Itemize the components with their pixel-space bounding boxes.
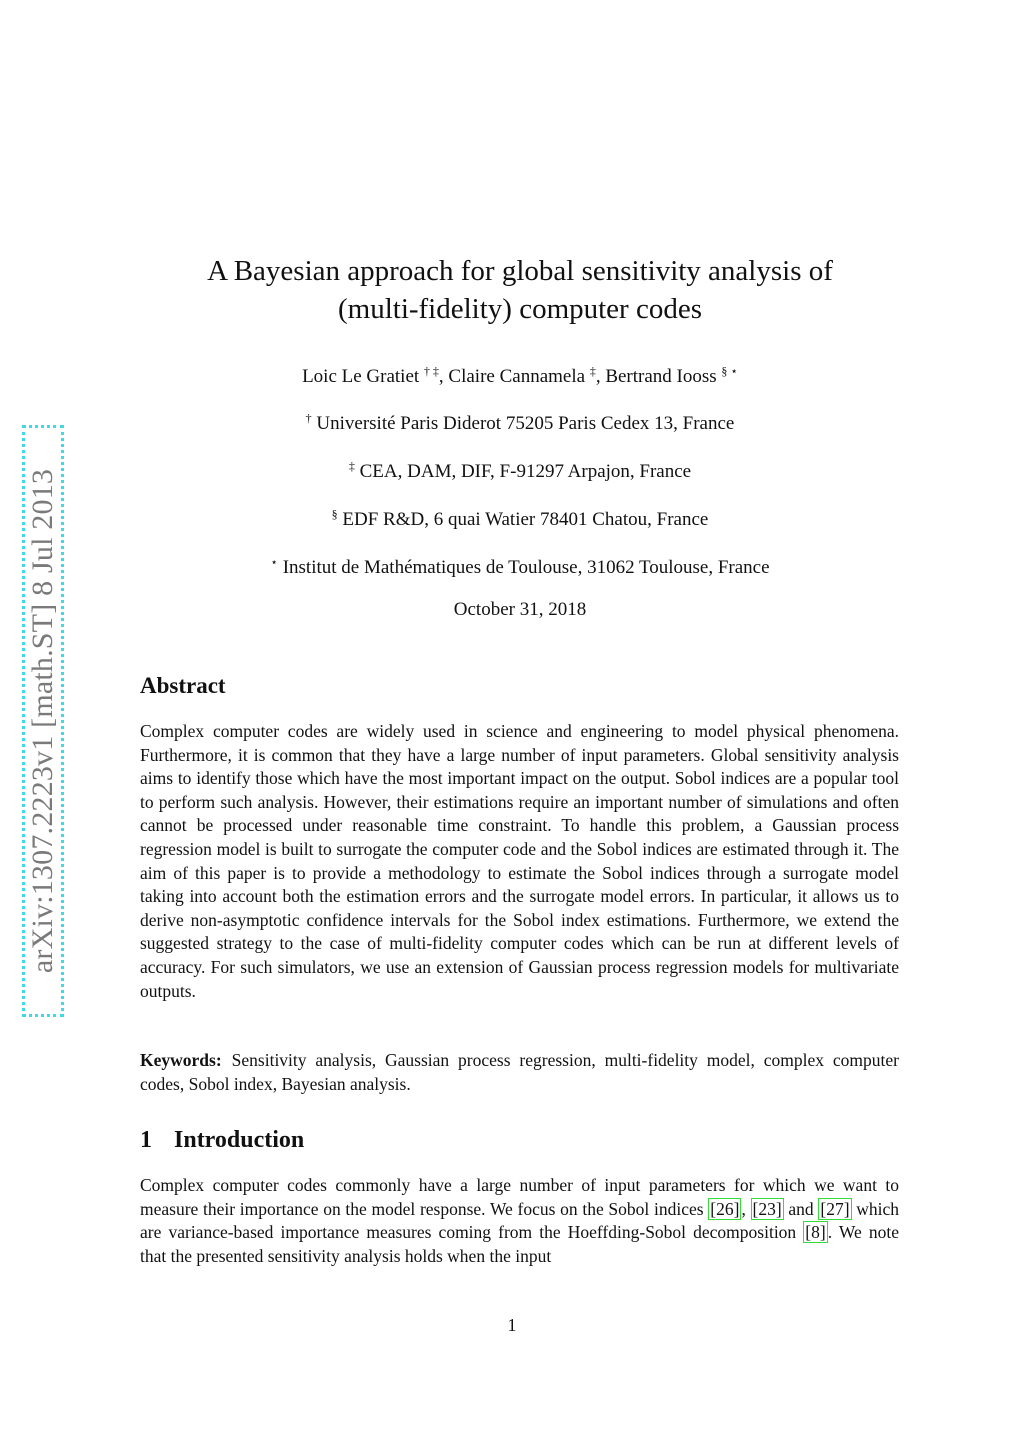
affiliation-mark: § bbox=[331, 507, 338, 521]
abstract-heading: Abstract bbox=[140, 673, 226, 698]
section-heading-introduction bbox=[140, 1127, 304, 1154]
affiliation-mark: ‡ bbox=[348, 459, 355, 473]
affiliation bbox=[140, 555, 900, 579]
citation-link[interactable]: [8] bbox=[805, 1222, 826, 1243]
author-name: Bertrand Iooss bbox=[605, 366, 717, 387]
affiliation bbox=[140, 411, 900, 435]
arxiv-identifier: arXiv:1307.2223v1 [math.ST] 8 Jul 2013 bbox=[26, 468, 59, 974]
author-affiliation-marks: ‡ bbox=[589, 364, 596, 378]
author-separator: , bbox=[595, 366, 606, 387]
intro-text: Complex computer codes commonly have a large number of input parameters for which we want to measure their importance on the model response. We focus on the Sobol indices bbox=[140, 1175, 899, 1219]
author-affiliation-marks: † ‡ bbox=[423, 364, 439, 378]
abstract-text: Complex computer codes are widely used in science and engineering to model physical phenomena. Furthermore, it is common that they have a large number of input parameters. Global sensitivity analysis aims to identify those which have the most important impact on the output. Sobol indices are a popular tool to perform such analysis. However, their estimations require an important number of simulations and often cannot be processed under reasonable time constraint. To handle this problem, a Gaussian process regression model is built to surrogate the computer code and the Sobol indices are estimated through it. The aim of this paper is to provide a methodology to estimate the Sobol indices through a surrogate model taking into account both the estimation errors and the surrogate model errors. In particular, it allows us to derive non-asymptotic confidence intervals for the Sobol index estimations. Furthermore, we extend the suggested strategy to the case of multi-fidelity computer codes which can be run at different levels of accuracy. For such simulators, we use an extension of Gaussian process regression models for multivariate outputs. bbox=[140, 721, 899, 1001]
author-name: Loic Le Gratiet bbox=[302, 366, 420, 387]
citation-link[interactable]: [26] bbox=[710, 1198, 740, 1219]
affiliation-mark: ⋆ bbox=[270, 555, 278, 569]
keywords-text: Sensitivity analysis, Gaussian process regression, multi-fidelity model, complex computer codes, Sobol index, Bayesian analysis. bbox=[140, 1050, 899, 1094]
title-line-2: (multi-fidelity) computer codes bbox=[337, 293, 702, 325]
introduction-paragraph bbox=[140, 1174, 899, 1268]
keywords bbox=[140, 1049, 899, 1096]
affiliation bbox=[140, 459, 900, 483]
paper-date: October 31, 2018 bbox=[453, 599, 587, 620]
affiliation-text: EDF R&D, 6 quai Watier 78401 Chatou, France bbox=[342, 509, 709, 530]
citation-link[interactable]: [27] bbox=[820, 1198, 850, 1219]
author-name: Claire Cannamela bbox=[448, 366, 586, 387]
paper-title bbox=[140, 252, 900, 328]
section-number: 1 bbox=[140, 1127, 152, 1153]
intro-text: and bbox=[783, 1198, 819, 1219]
author-list bbox=[140, 364, 900, 388]
author-separator: , bbox=[438, 366, 449, 387]
intro-text: . We note that the presented sensitivity analysis holds when the input bbox=[140, 1222, 899, 1266]
page-number: 1 bbox=[507, 1315, 517, 1335]
affiliation-text: Université Paris Diderot 75205 Paris Cedex 13, France bbox=[316, 413, 735, 434]
citation-link[interactable]: [23] bbox=[752, 1198, 782, 1219]
keywords-label: Keywords: bbox=[140, 1050, 222, 1070]
affiliation-text: Institut de Mathématiques de Toulouse, 31062 Toulouse, France bbox=[282, 557, 770, 578]
intro-text: which are variance-based importance measures coming from the Hoeffding-Sobol decomposition bbox=[140, 1198, 900, 1243]
section-title: Introduction bbox=[174, 1127, 305, 1153]
affiliation bbox=[140, 507, 900, 531]
title-line-1: A Bayesian approach for global sensitivity analysis of bbox=[207, 255, 833, 287]
affiliation-mark: † bbox=[305, 411, 312, 425]
arxiv-stamp bbox=[22, 425, 64, 1017]
intro-text: , bbox=[741, 1198, 751, 1219]
affiliation-text: CEA, DAM, DIF, F-91297 Arpajon, France bbox=[359, 461, 692, 482]
author-affiliation-marks: § ⋆ bbox=[721, 364, 738, 378]
